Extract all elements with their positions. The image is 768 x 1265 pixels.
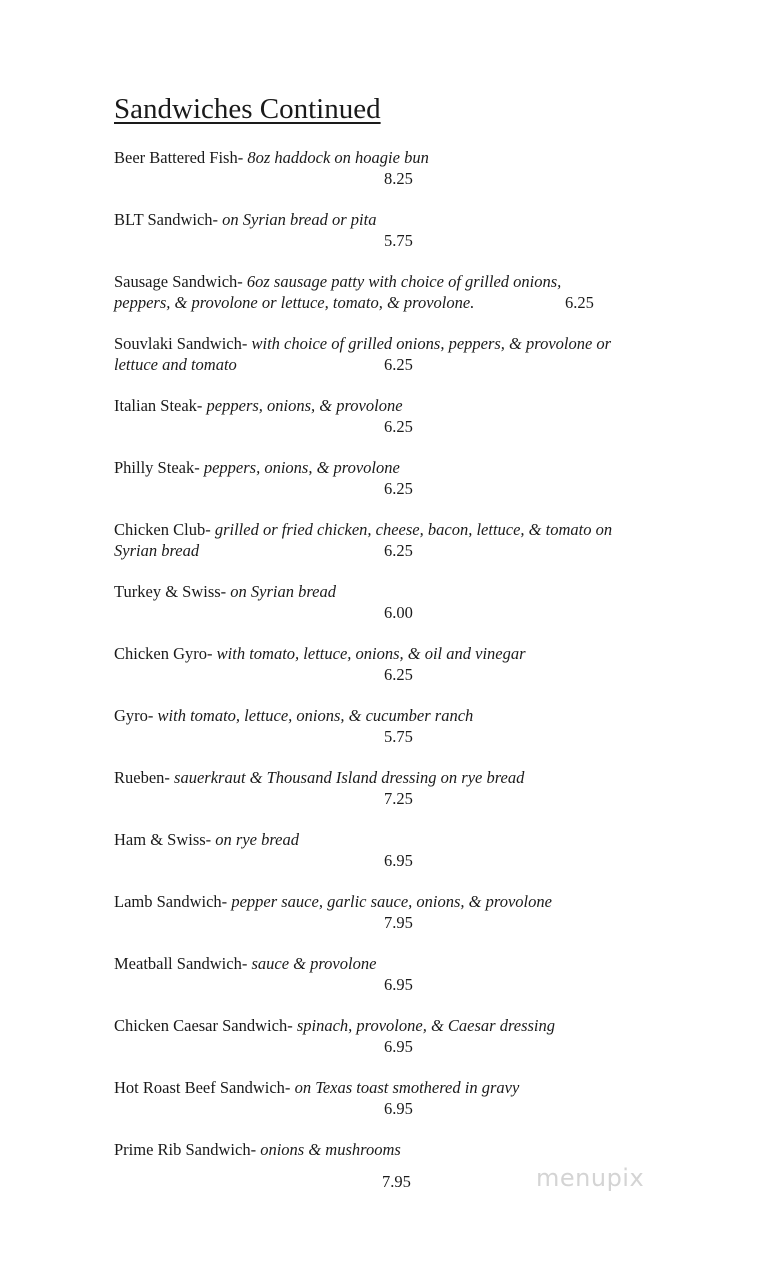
item-name: Chicken Club- (114, 520, 211, 539)
item-description: 6oz sausage patty with choice of grilled onions, (246, 272, 562, 291)
menu-item-turkey-swiss (114, 581, 336, 602)
menu-item-gyro (114, 705, 473, 726)
item-name: Turkey & Swiss- (114, 582, 227, 601)
item-description: sauce & provolone (251, 954, 377, 973)
item-price: 5.75 (384, 727, 413, 746)
item-description: lettuce and tomato (114, 355, 237, 374)
item-description: Syrian bread (114, 541, 200, 560)
item-name: Italian Steak- (114, 396, 203, 415)
menu-item-hot-roast-beef-sandwich (114, 1077, 519, 1098)
item-price: 6.00 (384, 603, 413, 622)
menu-item-lamb-sandwich (114, 891, 552, 912)
menu-item-souvlaki-sandwich (114, 333, 611, 354)
item-description: on Texas toast smothered in gravy (294, 1078, 520, 1097)
item-description: with choice of grilled onions, peppers, & provolone or (251, 334, 612, 353)
page-title: Sandwiches Continued (114, 93, 381, 125)
item-price: 6.25 (384, 479, 413, 498)
item-price: 5.75 (384, 231, 413, 250)
menu-item-chicken-gyro (114, 643, 526, 664)
item-price: 6.95 (384, 975, 413, 994)
item-price: 6.95 (384, 1099, 413, 1118)
item-description: on Syrian bread (230, 582, 337, 601)
menu-item-rueben (114, 767, 524, 788)
item-name: Hot Roast Beef Sandwich- (114, 1078, 291, 1097)
item-price: 7.95 (382, 1172, 411, 1191)
menu-item-description-continued (114, 540, 199, 561)
menu-item-ham-swiss (114, 829, 299, 850)
item-name: Lamb Sandwich- (114, 892, 228, 911)
item-price: 6.95 (384, 1037, 413, 1056)
item-price: 6.25 (384, 417, 413, 436)
item-description: with tomato, lettuce, onions, & cucumber ranch (157, 706, 474, 725)
item-name: Souvlaki Sandwich- (114, 334, 248, 353)
menu-item-prime-rib-sandwich (114, 1139, 401, 1160)
menu-item-chicken-caesar-sandwich (114, 1015, 555, 1036)
item-name: Sausage Sandwich- (114, 272, 243, 291)
item-price: 6.95 (384, 851, 413, 870)
item-name: Philly Steak- (114, 458, 200, 477)
menu-item-description-continued (114, 354, 237, 375)
menupix-watermark: menupix (536, 1164, 645, 1192)
menu-item-blt-sandwich (114, 209, 376, 230)
item-name: BLT Sandwich- (114, 210, 219, 229)
menu-item-italian-steak (114, 395, 403, 416)
menu-item-beer-battered-fish (114, 147, 429, 168)
item-price: 6.25 (565, 293, 594, 312)
item-description: on Syrian bread or pita (222, 210, 377, 229)
menu-item-philly-steak (114, 457, 400, 478)
item-name: Rueben- (114, 768, 170, 787)
item-description: 8oz haddock on hoagie bun (247, 148, 429, 167)
item-description: onions & mushrooms (260, 1140, 401, 1159)
menu-item-sausage-sandwich (114, 271, 561, 292)
item-name: Chicken Gyro- (114, 644, 213, 663)
item-description: pepper sauce, garlic sauce, onions, & provolone (231, 892, 552, 911)
item-price: 6.25 (384, 665, 413, 684)
item-description: peppers, onions, & provolone (206, 396, 403, 415)
menu-item-description-continued (114, 292, 474, 313)
menu-item-meatball-sandwich (114, 953, 376, 974)
item-name: Meatball Sandwich- (114, 954, 248, 973)
item-description: on rye bread (215, 830, 299, 849)
item-description: peppers, onions, & provolone (203, 458, 400, 477)
item-name: Prime Rib Sandwich- (114, 1140, 257, 1159)
item-description: spinach, provolone, & Caesar dressing (296, 1016, 556, 1035)
item-name: Ham & Swiss- (114, 830, 212, 849)
item-description: with tomato, lettuce, onions, & oil and vinegar (216, 644, 526, 663)
item-name: Gyro- (114, 706, 154, 725)
item-name: Chicken Caesar Sandwich- (114, 1016, 293, 1035)
item-price: 7.25 (384, 789, 413, 808)
item-description: sauerkraut & Thousand Island dressing on rye bread (174, 768, 525, 787)
item-price: 6.25 (384, 541, 413, 560)
item-description: grilled or fried chicken, cheese, bacon, lettuce, & tomato on (214, 520, 613, 539)
item-name: Beer Battered Fish- (114, 148, 244, 167)
item-price: 7.95 (384, 913, 413, 932)
item-price: 8.25 (384, 169, 413, 188)
menu-item-chicken-club (114, 519, 612, 540)
item-price: 6.25 (384, 355, 413, 374)
item-description: peppers, & provolone or lettuce, tomato, & provolone. (114, 293, 475, 312)
